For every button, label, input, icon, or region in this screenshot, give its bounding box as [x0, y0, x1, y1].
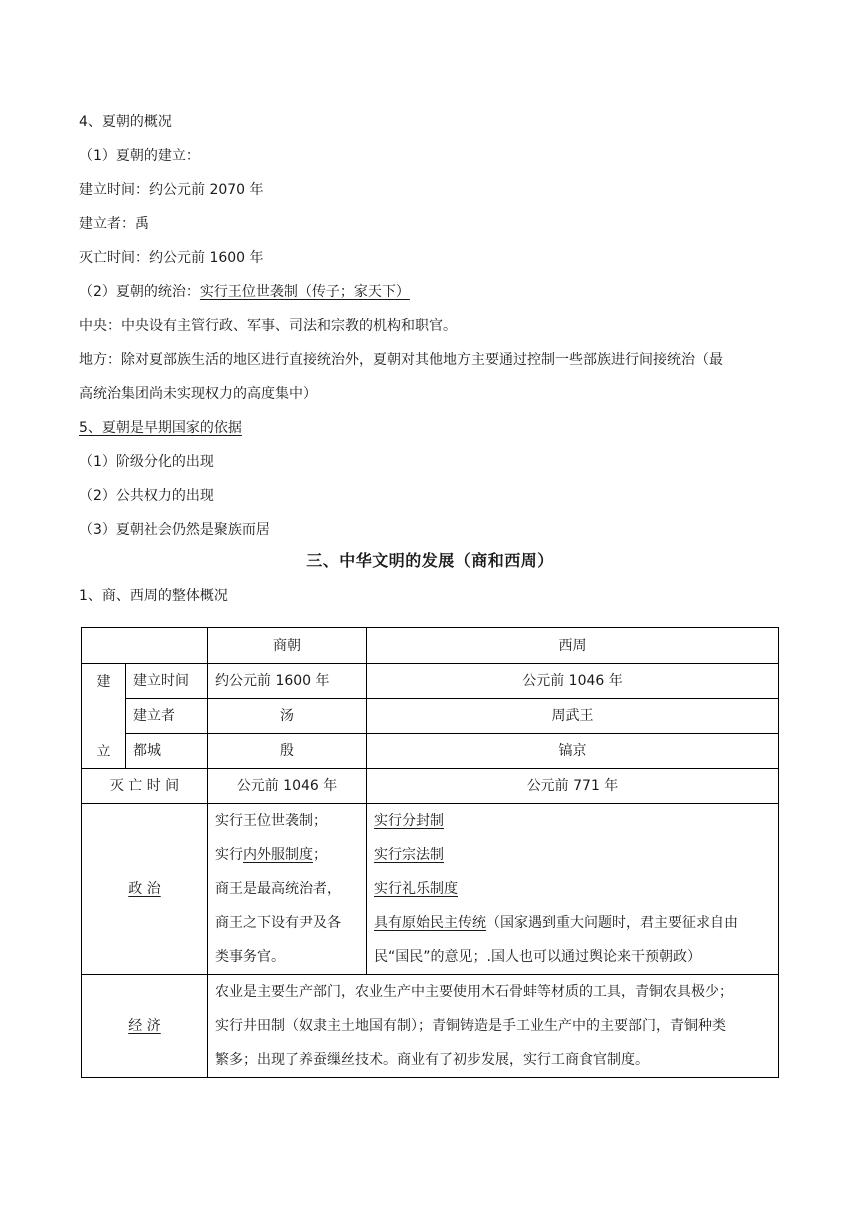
section-4-title: 4、夏朝的概况 — [79, 114, 172, 130]
xizhou-cell: 周武王 — [367, 699, 779, 734]
xizhou-politics-line — [374, 872, 771, 906]
fall-time: 灭亡时间：约公元前 1600 年 — [79, 250, 264, 266]
liyue-term: 实行礼乐制度 — [374, 881, 458, 897]
neiwaifu-term: 内外服制度 — [243, 847, 313, 863]
politics-label: 政 治 — [128, 881, 161, 897]
shang-cell: 汤 — [208, 699, 367, 734]
table-header-row — [82, 628, 779, 664]
basis-3: （3）夏朝社会仍然是聚族而居 — [79, 522, 270, 538]
section-heading: 三、中华文明的发展（商和西周） — [306, 551, 554, 570]
xia-rule-heading — [79, 282, 410, 302]
basis-2: （2）公共权力的出现 — [79, 488, 214, 504]
economy-label: 经 济 — [128, 1018, 161, 1034]
row-label: 都城 — [126, 734, 208, 769]
shang-politics-line: 商王是最高统治者， — [215, 881, 341, 897]
table-row — [82, 734, 779, 769]
header-xizhou: 西周 — [367, 628, 779, 664]
economy-line: 实行井田制（奴隶主土地国有制）；青铜铸造是手工业生产中的主要部门，青铜种类 — [215, 1018, 726, 1034]
democracy-term: 具有原始民主传统 — [374, 915, 486, 931]
economy-line: 农业是主要生产部门，农业生产中主要使用木石骨蚌等材质的工具，青铜农具极少； — [215, 984, 733, 1000]
text-span: （国家遇到重大问题时，君主要征求自由 — [486, 915, 738, 931]
xia-founding-heading: （1）夏朝的建立： — [79, 148, 200, 164]
xizhou-cell: 镐京 — [367, 734, 779, 769]
xizhou-politics-line — [374, 906, 771, 940]
subheading: 1、商、西周的整体概况 — [79, 588, 228, 604]
table-row — [82, 769, 779, 804]
shang-zhou-overview-table — [81, 627, 779, 1078]
founding-time: 建立时间：约公元前 2070 年 — [79, 182, 264, 198]
local-government-line-1: 地方：除对夏部族生活的地区进行直接统治外，夏朝对其他地方主要通过控制一些部族进行间接统治（最 — [79, 352, 723, 368]
xia-rule-label: （2）夏朝的统治： — [79, 284, 200, 300]
economy-content-cell — [208, 975, 779, 1078]
xizhou-politics-line — [374, 804, 771, 838]
xizhou-politics-line — [374, 838, 771, 872]
politics-row — [82, 804, 779, 975]
founder: 建立者：禹 — [79, 216, 149, 232]
basis-1: （1）阶级分化的出现 — [79, 454, 214, 470]
jianli-group-cell — [82, 664, 126, 769]
economy-label-cell — [82, 975, 208, 1078]
economy-line: 繁多；出现了养蚕缫丝技术。商业有了初步发展，实行工商食官制度。 — [215, 1052, 649, 1068]
jianli-char-top: 建 — [96, 674, 111, 690]
shang-politics-line: 实行王位世袭制； — [215, 813, 327, 829]
shang-politics-line — [215, 838, 359, 872]
header-shang: 商朝 — [208, 628, 367, 664]
economy-row — [82, 975, 779, 1078]
shang-cell: 公元前 1046 年 — [208, 769, 367, 804]
shang-politics-line: 商王之下设有尹及各 — [215, 915, 341, 931]
section-5-title: 5、夏朝是早期国家的依据 — [79, 420, 242, 436]
jianli-char-bottom: 立 — [96, 744, 111, 760]
xizhou-cell: 公元前 771 年 — [367, 769, 779, 804]
local-government-line-2: 高统治集团尚未实现权力的高度集中） — [79, 386, 317, 402]
shang-politics-cell — [208, 804, 367, 975]
header-blank-cell — [82, 628, 208, 664]
table-row — [82, 664, 779, 699]
hereditary-monarchy-note: 实行王位世袭制（传子；家天下） — [199, 284, 410, 300]
central-government: 中央：中央设有主管行政、军事、司法和宗教的机构和职官。 — [79, 318, 457, 334]
shang-cell: 殷 — [208, 734, 367, 769]
row-label: 建立者 — [126, 699, 208, 734]
text-span: ； — [313, 847, 327, 863]
table-row — [82, 699, 779, 734]
row-label: 建立时间 — [126, 664, 208, 699]
xizhou-cell: 公元前 1046 年 — [367, 664, 779, 699]
text-span: 实行 — [215, 847, 243, 863]
fengjian-term: 实行分封制 — [374, 813, 444, 829]
row-label: 灭 亡 时 间 — [82, 769, 208, 804]
zongfa-term: 实行宗法制 — [374, 847, 444, 863]
xizhou-politics-cell — [367, 804, 779, 975]
shang-cell: 约公元前 1600 年 — [208, 664, 367, 699]
xizhou-politics-line: 民“国民”的意见；.国人也可以通过舆论来干预朝政） — [374, 949, 701, 965]
politics-label-cell — [82, 804, 208, 975]
shang-politics-line: 类事务官。 — [215, 949, 285, 965]
